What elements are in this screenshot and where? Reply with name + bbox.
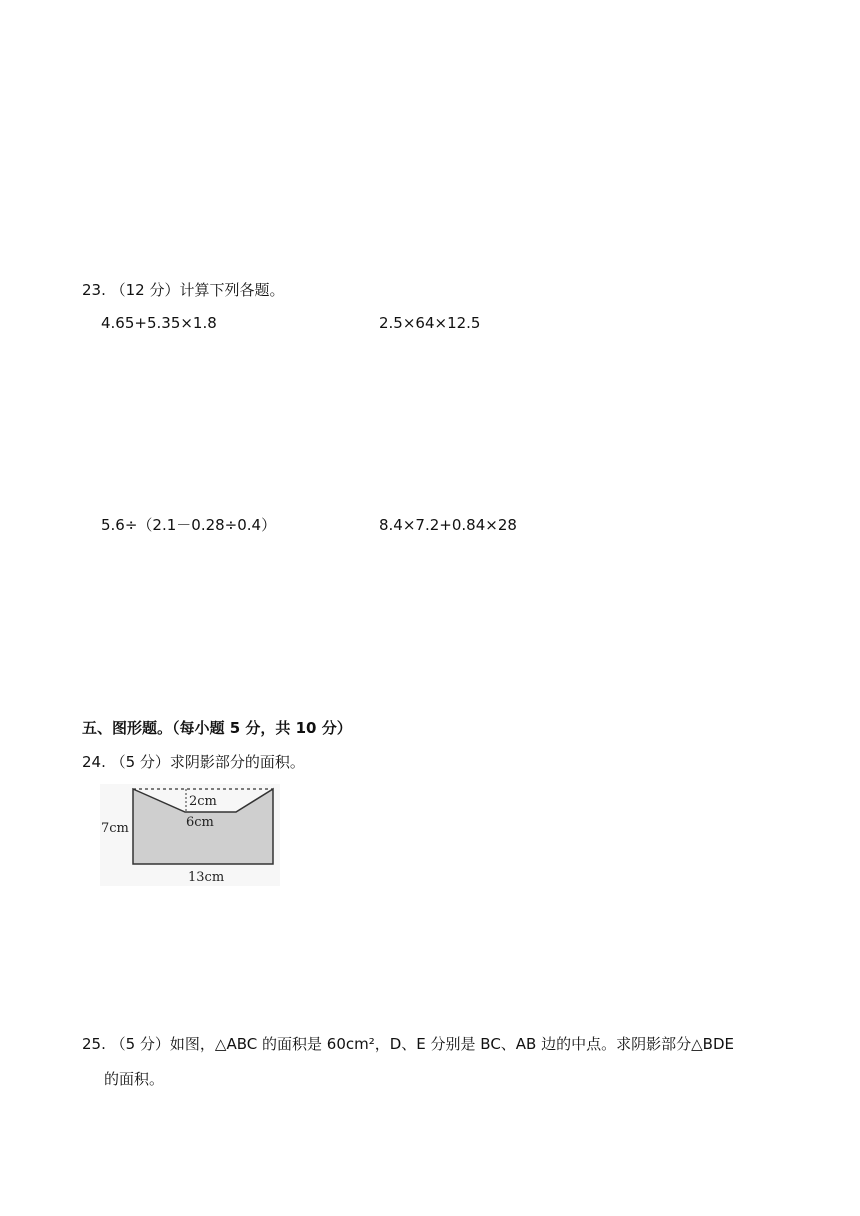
- label-2cm: 2cm: [189, 794, 217, 809]
- q23-heading: 23. （12 分）计算下列各题。: [82, 281, 285, 299]
- label-13cm: 13cm: [188, 870, 225, 885]
- q24-heading: 24. （5 分）求阴影部分的面积。: [82, 753, 305, 771]
- q23-expression-4: 8.4×7.2+0.84×28: [379, 516, 517, 534]
- q23-expression-1: 4.65+5.35×1.8: [101, 314, 217, 332]
- q23-expression-2: 2.5×64×12.5: [379, 314, 481, 332]
- q24-figure: [100, 784, 280, 886]
- q24-figure-svg: [100, 784, 280, 886]
- label-7cm: 7cm: [101, 821, 129, 836]
- q25-line-1: 25. （5 分）如图，△ABC 的面积是 60cm²，D、E 分别是 BC、AB 边的中点。求阴影部分△BDE: [82, 1035, 734, 1053]
- section-5-heading: 五、图形题。（每小题 5 分，共 10 分）: [82, 719, 352, 737]
- q25-line-2: 的面积。: [104, 1070, 165, 1088]
- q23-expression-3: 5.6÷（2.1－0.28÷0.4）: [101, 516, 277, 534]
- label-6cm: 6cm: [186, 815, 214, 830]
